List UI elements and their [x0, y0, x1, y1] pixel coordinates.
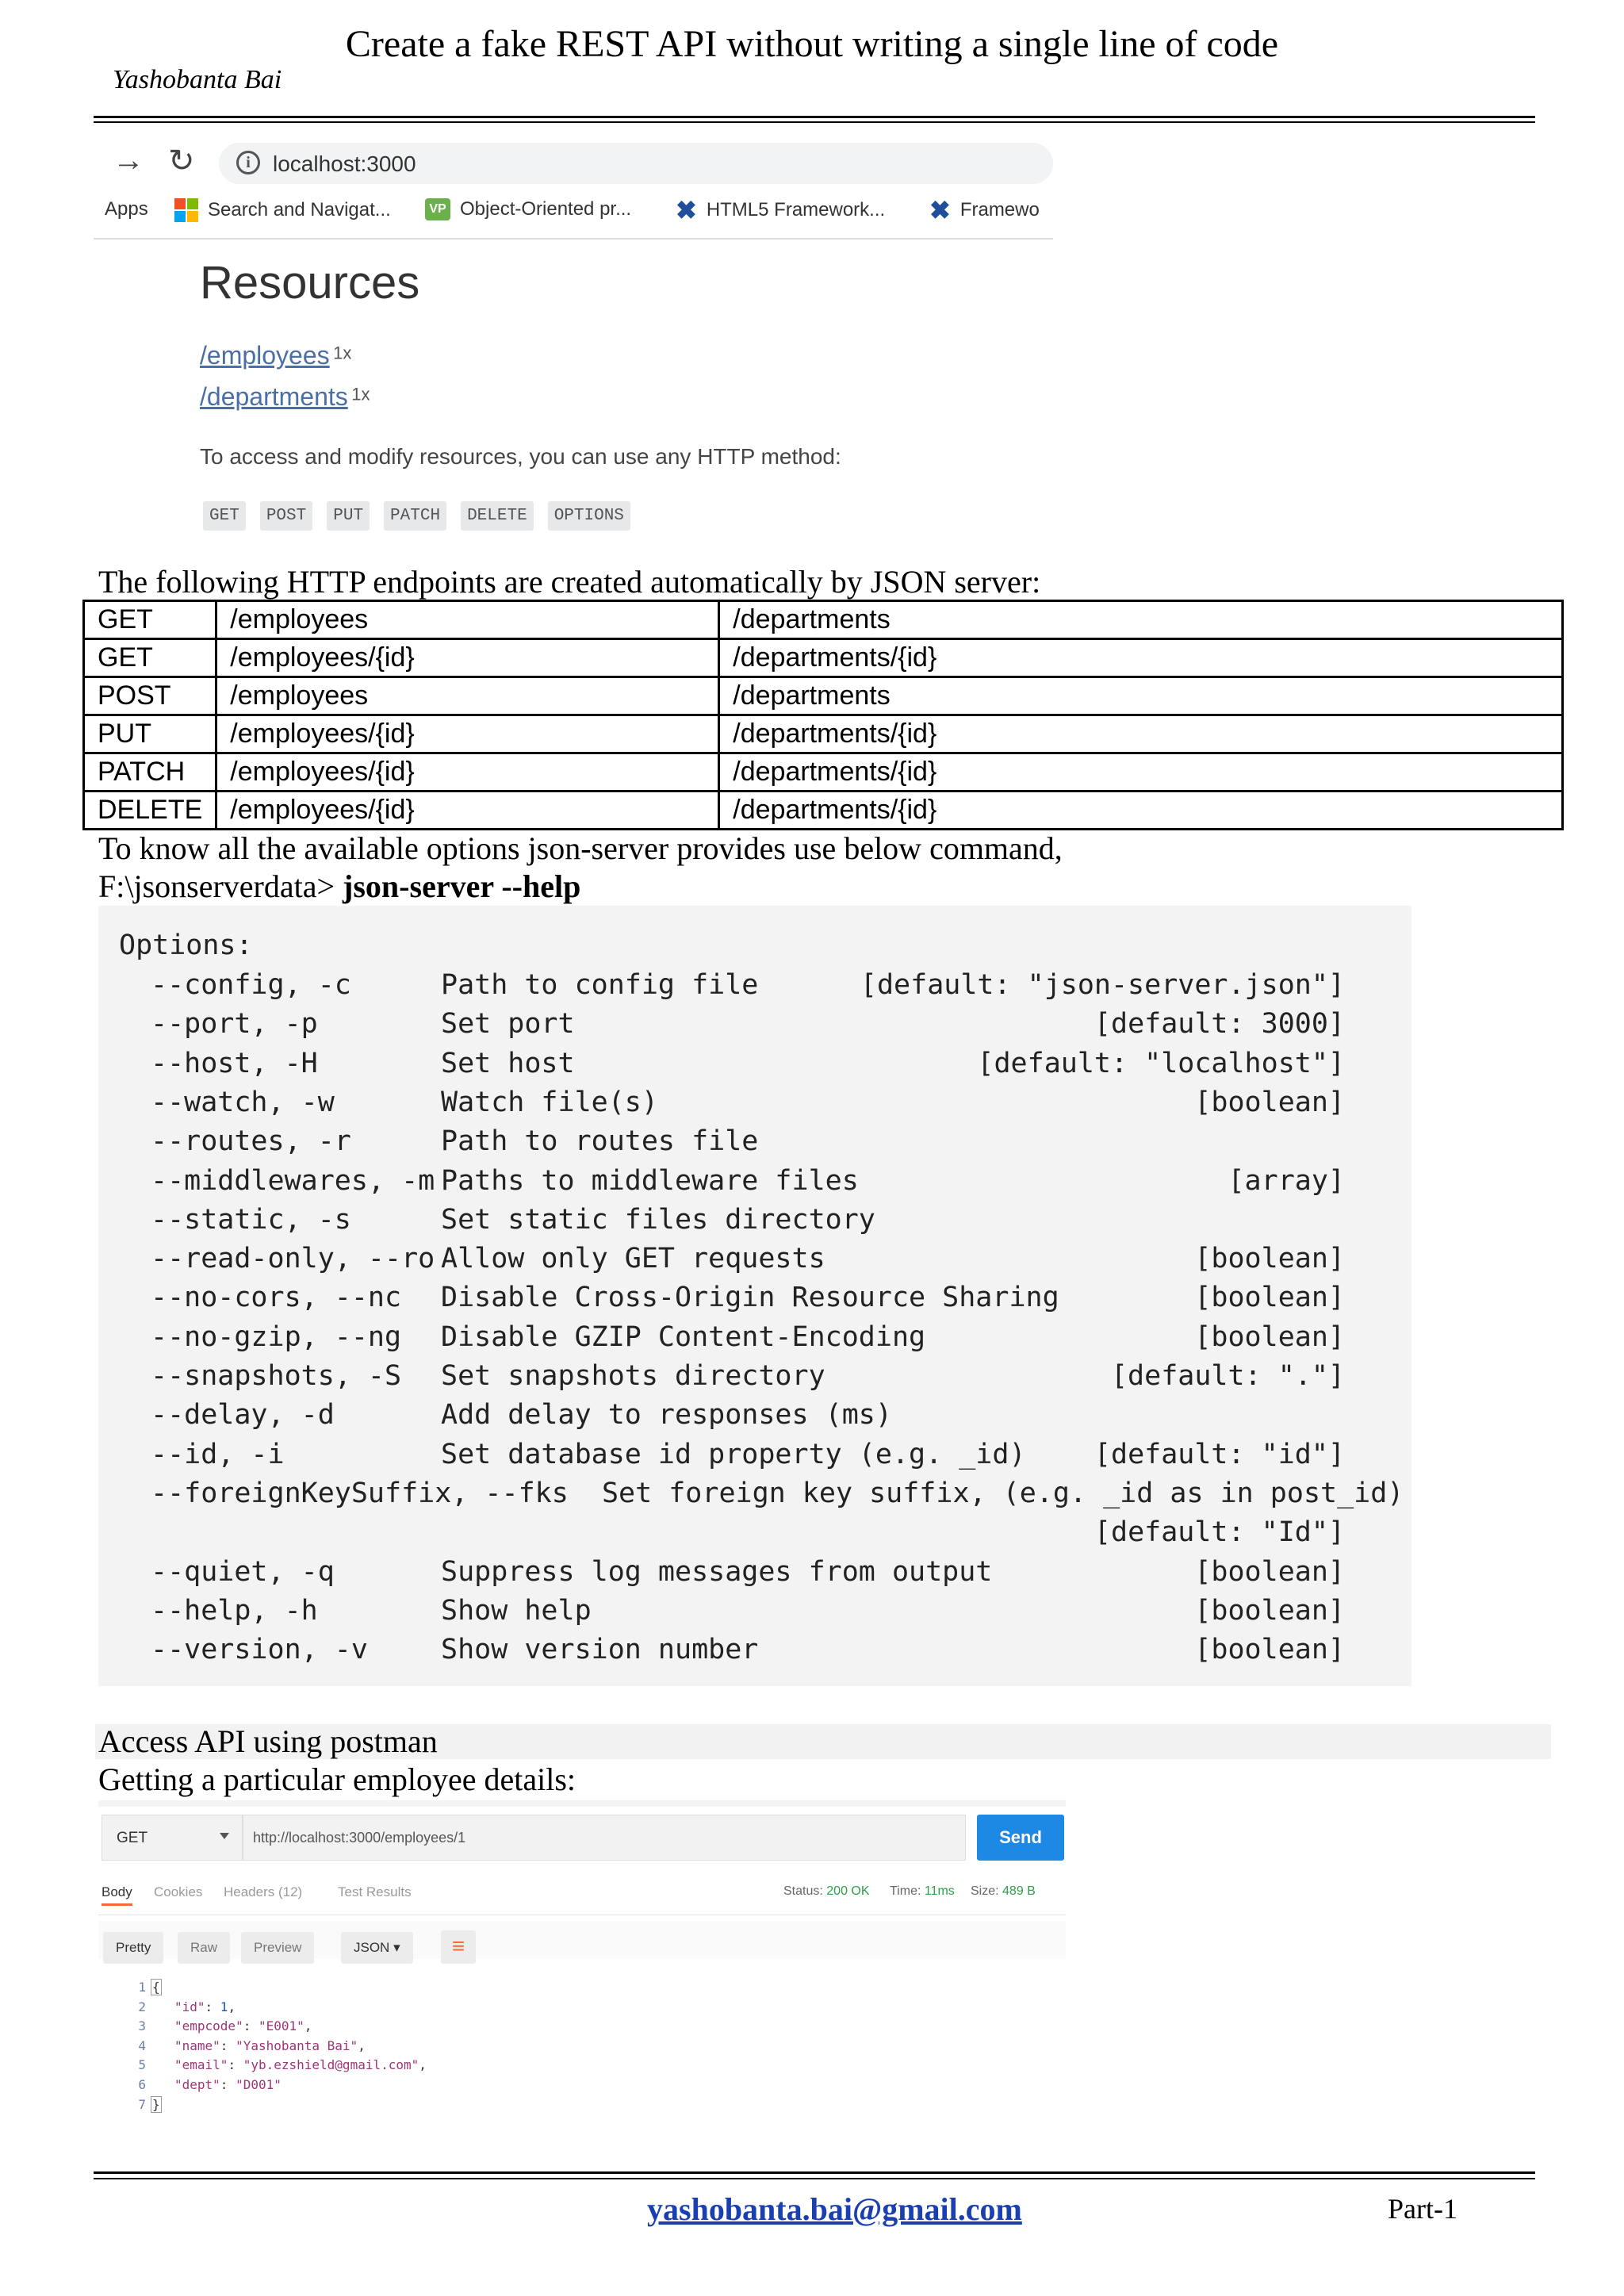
help-command: json-server --help [343, 868, 581, 904]
status-value: 200 OK [826, 1884, 870, 1898]
option-flag: --delay, -d [151, 1399, 335, 1432]
footer-part-label: Part-1 [1388, 2193, 1457, 2225]
json-key: "dept" [174, 2077, 220, 2092]
header-rule-bottom [94, 121, 1535, 123]
option-row [98, 1087, 1411, 1125]
option-row [98, 1556, 1411, 1595]
option-description: Allow only GET requests [441, 1243, 825, 1275]
option-description: Set static files directory [441, 1203, 875, 1236]
departments-count: 1x [351, 384, 370, 404]
options-heading: Options: [119, 930, 253, 961]
option-row [98, 1165, 1411, 1204]
option-default: [boolean] [1194, 1594, 1345, 1627]
method-get: GET [203, 501, 246, 531]
json-property: "name": "Yashobanta Bai", [174, 2037, 366, 2053]
json-value: "Yashobanta Bai" [236, 2037, 358, 2053]
tab-body[interactable]: Body [102, 1884, 132, 1906]
tab-cookies[interactable]: Cookies [154, 1884, 203, 1899]
table-row: PATCH /employees/{id} /departments/{id} [84, 753, 1563, 792]
option-description: Set snapshots directory [441, 1360, 825, 1392]
option-row [98, 1321, 1411, 1360]
bookmark-framework[interactable]: ✖ Framewo [929, 196, 1040, 224]
option-description: Set database id property (e.g. _id) [441, 1438, 1026, 1470]
bookmarks-bar [105, 198, 1056, 230]
document-title: Create a fake REST API without writing a single line of code [345, 23, 1279, 65]
option-default: [boolean] [1194, 1086, 1345, 1118]
option-default: [default: "."] [1110, 1360, 1345, 1392]
request-url-input[interactable]: http://localhost:3000/employees/1 [243, 1815, 966, 1861]
table-row: GET /employees /departments [84, 601, 1563, 639]
json-property: "empcode": "E001", [174, 2018, 312, 2034]
json-property: "email": "yb.ezshield@gmail.com", [174, 2057, 427, 2073]
option-default: [array] [1228, 1164, 1345, 1197]
option-flag: --id, -i [151, 1438, 285, 1470]
postman-top-strip [98, 1800, 1066, 1807]
option-flag: --middlewares, -m [151, 1164, 435, 1197]
option-description: Disable Cross-Origin Resource Sharing [441, 1282, 1059, 1314]
options-output [98, 906, 1411, 1686]
size-value: 489 B [1002, 1884, 1036, 1898]
option-description: Show help [441, 1594, 592, 1627]
raw-button[interactable]: Raw [178, 1932, 230, 1964]
browser-screenshot [94, 133, 1053, 528]
table-row: POST /employees /departments [84, 677, 1563, 715]
brace: { [152, 1980, 160, 1995]
option-row [98, 1243, 1411, 1282]
format-select[interactable]: JSON ▾ [341, 1932, 413, 1964]
option-flag: --foreignKeySuffix, --fks Set foreign key suffix, (e.g. _id as in post_id) [151, 1477, 1404, 1509]
json-value: "D001" [236, 2077, 282, 2092]
option-flag: --port, -p [151, 1008, 318, 1041]
microsoft-icon [174, 198, 198, 222]
preview-button[interactable]: Preview [241, 1932, 314, 1964]
json-value: "E001" [258, 2018, 304, 2034]
option-description: Set host [441, 1047, 575, 1079]
json-key: "email" [174, 2057, 228, 2073]
option-flag: --version, -v [151, 1634, 368, 1666]
option-flag: --host, -H [151, 1047, 318, 1079]
postman-subcaption: Getting a particular employee details: [98, 1761, 576, 1797]
table-row: GET /employees/{id} /departments/{id} [84, 639, 1563, 677]
json-property: "id": 1, [174, 1999, 236, 2014]
help-command-line [98, 868, 580, 905]
line-number: 2 [138, 1999, 146, 2014]
postman-caption: Access API using postman [98, 1723, 438, 1759]
option-description: Path to routes file [441, 1125, 759, 1158]
access-instructions: To access and modify resources, you can use any HTTP method: [200, 444, 841, 469]
option-flag: --config, -c [151, 969, 351, 1001]
option-flag: --snapshots, -S [151, 1360, 402, 1392]
option-flag: --help, -h [151, 1594, 318, 1627]
author-name: Yashobanta Bai [113, 65, 282, 94]
option-default: [boolean] [1194, 1634, 1345, 1666]
option-row [98, 1282, 1411, 1320]
option-flag: --routes, -r [151, 1125, 351, 1158]
option-default: [default: "localhost"] [977, 1047, 1345, 1079]
bookmark-apps[interactable]: Apps [105, 198, 148, 220]
option-row [98, 1634, 1411, 1673]
option-default: [boolean] [1194, 1320, 1345, 1353]
option-default: [boolean] [1194, 1555, 1345, 1588]
response-time: Time: 11ms [890, 1884, 955, 1898]
method-put: PUT [327, 501, 370, 531]
framework-x-icon: ✖ [929, 196, 951, 224]
option-flag: --quiet, -q [151, 1555, 335, 1588]
option-row [98, 1516, 1411, 1555]
footer-email-link[interactable]: yashobanta.bai@gmail.com [647, 2191, 1022, 2227]
vp-icon: VP [425, 198, 450, 220]
method-patch: PATCH [384, 501, 446, 531]
header-rule-top [94, 116, 1535, 118]
http-methods-list [203, 501, 630, 531]
response-tabs [102, 1884, 1069, 1913]
option-default: [boolean] [1194, 1243, 1345, 1275]
footer-rule-bottom [94, 2178, 1535, 2179]
json-key: "empcode" [174, 2018, 243, 2034]
postman-screenshot [98, 1800, 1066, 2110]
line-number: 6 [138, 2077, 146, 2092]
tab-test-results[interactable]: Test Results [338, 1884, 412, 1899]
address-bar[interactable] [219, 143, 1053, 184]
option-row [98, 1439, 1411, 1478]
line-number: 7 [138, 2096, 146, 2112]
departments-link[interactable]: /departments [200, 382, 348, 411]
line-number: 4 [138, 2037, 146, 2053]
line-number: 1 [138, 1980, 146, 1995]
option-row [98, 1125, 1411, 1164]
employees-link[interactable]: /employees [200, 341, 330, 370]
line-number: 3 [138, 2018, 146, 2034]
employees-count: 1x [333, 343, 352, 363]
table-row: DELETE /employees/{id} /departments/{id} [84, 792, 1563, 830]
option-description: Show version number [441, 1634, 759, 1666]
option-row [98, 1048, 1411, 1087]
option-default: [default: "id"] [1094, 1438, 1345, 1470]
option-flag: --watch, -w [151, 1086, 335, 1118]
line-number: 5 [138, 2057, 146, 2073]
command-prompt: F:\jsonserverdata> [98, 868, 335, 904]
json-value: 1 [220, 1999, 228, 2014]
method-options: OPTIONS [548, 501, 630, 531]
forward-arrow-icon[interactable]: → [113, 143, 144, 178]
json-key: "name" [174, 2037, 220, 2053]
option-default: [default: 3000] [1094, 1008, 1345, 1041]
option-flag: --read-only, --ro [151, 1243, 435, 1275]
resources-heading: Resources [200, 257, 420, 309]
option-row [98, 1478, 1411, 1516]
footer-rule-top [94, 2171, 1535, 2174]
option-row [98, 1595, 1411, 1634]
browser-divider [94, 238, 1053, 240]
method-delete: DELETE [461, 501, 534, 531]
json-value: "yb.ezshield@gmail.com" [243, 2057, 419, 2073]
option-description: Suppress log messages from output [441, 1555, 993, 1588]
code-brace [151, 2097, 162, 2112]
bookmark-object-oriented[interactable]: VP Object-Oriented pr... [425, 198, 631, 220]
endpoints-caption: The following HTTP endpoints are created automatically by JSON server: [98, 564, 1041, 600]
time-value: 11ms [924, 1884, 955, 1898]
address-url: localhost:3000 [273, 151, 416, 176]
option-default: [boolean] [1194, 1282, 1345, 1314]
option-default: [default: "json-server.json"] [860, 969, 1345, 1001]
info-icon[interactable]: i [236, 151, 260, 174]
option-row [98, 1204, 1411, 1243]
option-row [98, 1008, 1411, 1047]
code-brace [151, 1980, 162, 1995]
chevron-down-icon [220, 1833, 229, 1839]
option-row [98, 969, 1411, 1008]
send-button[interactable]: Send [977, 1815, 1064, 1861]
response-status: Status: 200 OK [783, 1884, 870, 1898]
option-description: Disable GZIP Content-Encoding [441, 1320, 926, 1353]
reload-icon[interactable]: ↻ [168, 144, 195, 178]
option-description: Set port [441, 1008, 575, 1041]
bookmark-html5-framework[interactable]: ✖ HTML5 Framework... [676, 196, 886, 224]
framework-x-icon: ✖ [676, 196, 697, 224]
option-flag: --no-cors, --nc [151, 1282, 402, 1314]
option-default: [default: "Id"] [1094, 1516, 1345, 1549]
option-row [98, 1399, 1411, 1438]
help-intro: To know all the available options json-server provides use below command, [98, 830, 1063, 866]
response-size: Size: 489 B [971, 1884, 1036, 1898]
option-description: Add delay to responses (ms) [441, 1399, 892, 1432]
resource-employees [200, 341, 351, 370]
json-property: "dept": "D001" [174, 2077, 282, 2092]
resource-departments [200, 382, 370, 412]
wrap-lines-icon[interactable]: ≡ [441, 1930, 476, 1964]
option-row [98, 1360, 1411, 1399]
table-row: PUT /employees/{id} /departments/{id} [84, 715, 1563, 753]
option-flag: --static, -s [151, 1203, 351, 1236]
option-description: Path to config file [441, 969, 759, 1001]
option-description: Watch file(s) [441, 1086, 658, 1118]
request-method-select[interactable]: GET [102, 1815, 243, 1861]
pretty-button[interactable]: Pretty [103, 1932, 163, 1964]
tab-headers[interactable]: Headers (12) [224, 1884, 303, 1899]
option-flag: --no-gzip, --ng [151, 1320, 402, 1353]
bookmark-search-navigation[interactable]: Search and Navigat... [174, 198, 391, 222]
json-key: "id" [174, 1999, 205, 2014]
brace: } [152, 2096, 160, 2112]
method-post: POST [260, 501, 312, 531]
endpoints-table [82, 600, 1564, 830]
option-description: Paths to middleware files [441, 1164, 859, 1197]
